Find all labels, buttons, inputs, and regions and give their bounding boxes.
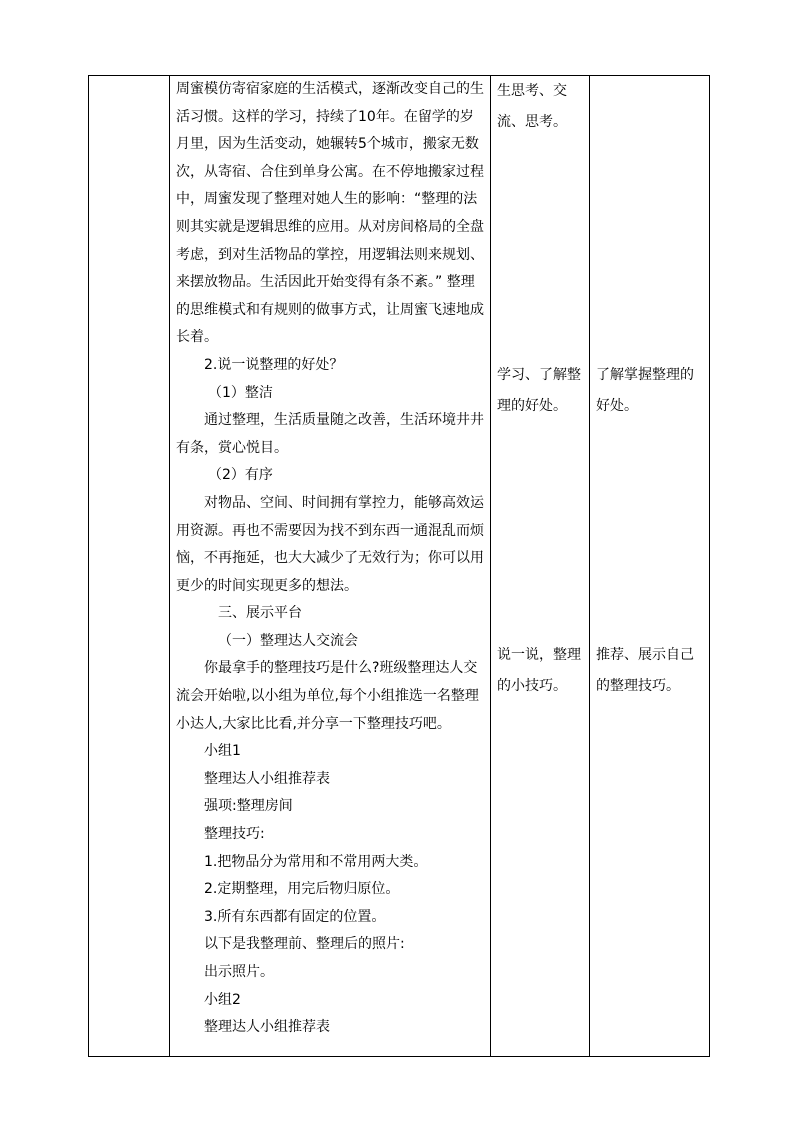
group-2-label: 小组2 <box>204 991 241 1008</box>
group-1-show-photos: 出示照片。 <box>204 964 274 980</box>
student-activity-3-text: 说一说，整理的小技巧。 <box>497 647 581 694</box>
student-activity-2 <box>497 360 585 422</box>
design-intent-2-text: 了解掌握整理的好处。 <box>596 367 694 414</box>
section-heading-showcase: 三、展示平台 <box>218 605 302 622</box>
student-activity-3 <box>497 640 585 702</box>
student-activity-1 <box>497 76 585 138</box>
benefit-text-order: 对物品、空间、时间拥有掌控力，能够高效运用资源。再也不需要因为找不到东西一通混乱而烦恼，不再拖延，也大大减少了无效行为；你可以用更少的时间实现更多的想法。 <box>176 494 484 594</box>
group-1-strength: 强项:整理房间 <box>204 798 293 815</box>
group-1-photos-note: 以下是我整理前、整理后的照片: <box>204 936 405 953</box>
paragraph-zhoumi-story: 周蜜模仿寄宿家庭的生活模式，逐渐改变自己的生活习惯。这样的学习，持续了10年。在留学的岁月里，因为生活变动，她辗转5个城市，搬家无数次，从寄宿、合住到单身公寓。在不停地搬家过程中，周蜜发现了整理对她人生的影响：“整理的法则其实就是逻辑思维的应用。从对房间格局的全盘考虑，到对生活物品的掌控，用逻辑法则来规划、来摆放物品。生活因此开始变得有条不紊。” 整理的思维模式和有规则的做事方式，让周蜜飞速地成长着。 <box>176 81 484 346</box>
group-1-tip-3: 3.所有东西都有固定的位置。 <box>204 908 386 925</box>
design-intent-cell <box>590 76 710 1057</box>
question-benefits: 2.说一说整理的好处？ <box>204 356 344 373</box>
group-1-tip-2: 2.定期整理，用完后物归原位。 <box>204 881 400 898</box>
design-intent-2 <box>596 360 705 422</box>
table-row <box>89 76 710 1057</box>
student-activity-2-text: 学习、了解整理的好处。 <box>497 367 581 414</box>
student-activity-1-text: 生思考、交流、思考。 <box>497 83 567 130</box>
group-1-tip-1: 1.把物品分为常用和不常用两大类。 <box>204 853 428 870</box>
group-1-tips-label: 整理技巧: <box>204 826 265 843</box>
subsection-heading-exchange: （一）整理达人交流会 <box>218 632 358 649</box>
student-activity-cell <box>491 76 590 1057</box>
lesson-plan-table <box>88 75 710 1057</box>
benefit-heading-tidy: （1）整洁 <box>208 384 273 401</box>
benefit-text-tidy: 通过整理，生活质量随之改善，生活环境井井有条，赏心悦目。 <box>176 412 484 456</box>
exchange-intro: 你最拿手的整理技巧是什么?班级整理达人交流会开始啦,以小组为单位,每个小组推选一名整理小达人,大家比比看,并分享一下整理技巧吧。 <box>176 660 479 732</box>
group-2-form-title: 整理达人小组推荐表 <box>204 1019 330 1036</box>
stage-column-cell <box>89 76 170 1057</box>
group-1-form-title: 整理达人小组推荐表 <box>204 770 330 787</box>
design-intent-3 <box>596 640 705 702</box>
teaching-content-cell <box>170 76 491 1057</box>
benefit-heading-order: （2）有序 <box>208 467 273 484</box>
design-intent-3-text: 推荐、展示自己的整理技巧。 <box>596 647 694 694</box>
group-1-label: 小组1 <box>204 743 241 760</box>
